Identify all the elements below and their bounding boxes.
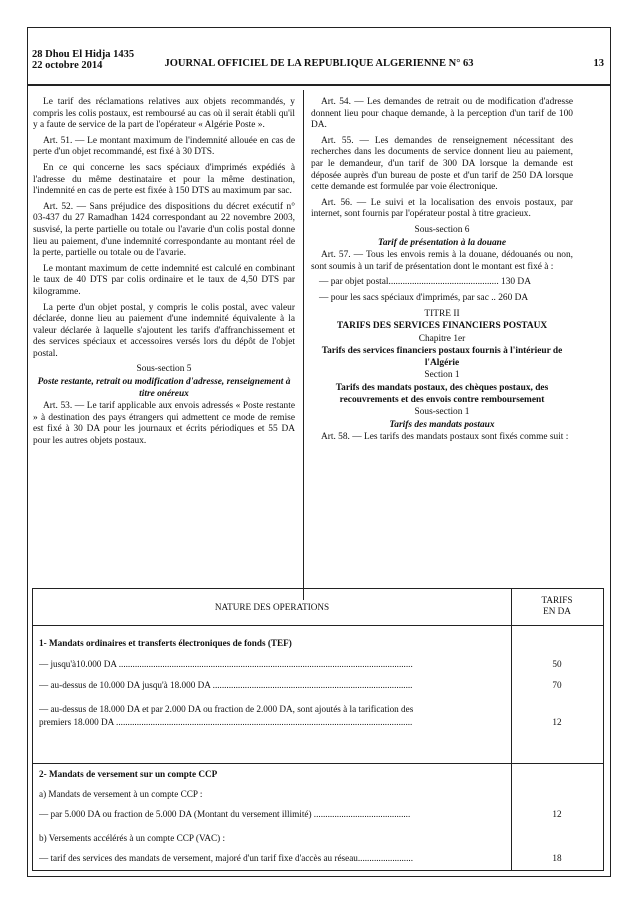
- table-section-2: [33, 763, 603, 870]
- paragraph: En ce qui concerne les sacs spéciaux d'imprimés expédiés à l'adresse du même destinataire et pour la même destination, l'indemnité en cas de perte est fixée à 150 DTS au maximum par sac.: [33, 162, 295, 197]
- section-label: Section 1: [424, 370, 460, 381]
- table-row: a) Mandats de versement à un compte CCP :: [39, 789, 203, 799]
- paragraph: Art. 52. — Sans préjudice des dispositions du décret exécutif n° 03-437 du 27 Ramadhan 1424 correspondant au 22 novembre 2003, susvisé, la perte partielle ou totale ou l'avarie d'un colis postal donne lieu au paiement, d'une indemnité correspondante au montant réel de la perte, partielle ou totale ou de l'avarie.: [33, 201, 295, 259]
- table-value: 50: [552, 659, 562, 669]
- tariff-table: [32, 588, 604, 871]
- date-gregorian: 22 octobre 2014: [32, 60, 103, 71]
- table-row: premiers 18.000 DA .................................................................................................................................: [39, 717, 413, 727]
- subsection-label: Sous-section 6: [414, 224, 470, 235]
- subsection-label: Sous-section 1: [414, 407, 470, 418]
- paragraph: Art. 54. — Les demandes de retrait ou de modification d'adresse donnent lieu pour chaque demande, à la perception d'un tarif de 100 DA.: [311, 97, 573, 131]
- subsection-title: Tarifs des mandats postaux: [389, 419, 495, 430]
- paragraph: Art. 51. — Le montant maximum de l'indemnité allouée en cas de perte d'un objet recommandé, est fixé à 30 DTS.: [33, 135, 295, 158]
- header-operations: NATURE DES OPERATIONS: [214, 602, 330, 612]
- subsection-title: Tarif de présentation à la douane: [377, 237, 507, 248]
- header-tarifs: [511, 595, 603, 617]
- section-title: 2- Mandats de versement sur un compte CCP: [39, 769, 218, 779]
- list-item: — par objet postal............................................... 130 DA: [319, 277, 531, 288]
- right-column: [311, 97, 573, 448]
- chapter-name: Tarifs des services financiers postaux fournis à l'intérieur de l'Algérie: [321, 346, 563, 368]
- journal-title: JOURNAL OFFICIEL DE LA REPUBLIQUE ALGERIENNE N° 63: [164, 58, 474, 69]
- table-value: 18: [552, 853, 562, 863]
- table-value: 12: [552, 809, 562, 819]
- paragraph: Le tarif des réclamations relatives aux objets recommandés, y compris les colis postaux, est remboursé au cas où il serait établi qu'il y a faute de service de la part de l'opérateur « Algérie Poste ».: [33, 97, 295, 131]
- subsection-title: Poste restante, retrait ou modification d'adresse, renseignement à titre onéreux: [37, 377, 291, 399]
- table-header: [33, 589, 603, 626]
- journal-page: [27, 27, 611, 877]
- header-tarifs-line2: EN DA: [543, 606, 571, 616]
- title-name: TARIFS DES SERVICES FINANCIERS POSTAUX: [336, 321, 548, 332]
- paragraph: Art. 55. — Les demandes de renseignement nécessitant des recherches dans les documents de service donnent lieu au paiement, par le demandeur, d'un tarif de 300 DA lorsque la demande est déposée auprès d'un bureau de poste et d'un tarif de 250 DA lorsque cette demande est formulée par voie électronique.: [311, 135, 573, 193]
- paragraph: Art. 53. — Le tarif applicable aux envois adressés « Poste restante » à destination des pays étrangers qui admettent ce mode de remise est fixé à 30 DA pour les journaux et écrits périodiques et 55 DA pour les autres objets postaux.: [33, 401, 295, 447]
- date-hijri: 28 Dhou El Hidja 1435: [32, 49, 135, 60]
- section-name: Tarifs des mandats postaux, des chèques postaux, des recouvrements et des envois contre remboursement: [335, 383, 549, 405]
- table-row: b) Versements accélérés à un compte CCP (VAC) :: [39, 833, 226, 843]
- table-value: 12: [552, 717, 562, 727]
- left-column: [33, 97, 295, 452]
- header-tarifs-line1: TARIFS: [541, 595, 573, 605]
- chapter-label: Chapitre 1er: [418, 333, 466, 344]
- table-row: — tarif des services des mandats de versement, majoré d'un tarif fixe d'accès au réseau........................: [39, 853, 413, 863]
- table-row: — au-dessus de 18.000 DA et par 2.000 DA ou fraction de 2.000 DA, sont ajoutés à la tarification des: [39, 704, 414, 714]
- page-number: 13: [593, 58, 604, 69]
- column-divider: [303, 90, 304, 600]
- subsection-label: Sous-section 5: [136, 364, 192, 375]
- paragraph: Art. 58. — Les tarifs des mandats postaux sont fixés comme suit :: [321, 432, 569, 443]
- table-row: — jusqu'à10.000 DA ................................................................................................................................: [39, 659, 413, 669]
- paragraph: Art. 56. — Le suivi et la localisation des envois postaux, par internet, sont fournis par l'opérateur postal à titre gracieux.: [311, 197, 573, 220]
- paragraph: Art. 57. — Tous les envois remis à la douane, dédouanés ou non, sont soumis à un tarif de présentation dont le montant est fixé à :: [311, 250, 573, 272]
- page-header: [28, 28, 610, 86]
- paragraph: Le montant maximum de cette indemnité est calculé en combinant le taux de 40 DTS par colis ordinaire et le taux de 4,50 DTS par kilogramme.: [33, 263, 295, 297]
- table-section-1: [33, 625, 603, 764]
- title-label: TITRE II: [424, 308, 460, 319]
- table-row: — par 5.000 DA ou fraction de 5.000 DA (Montant du versement illimité) ..........................................: [39, 809, 411, 819]
- section-title: 1- Mandats ordinaires et transferts électroniques de fonds (TEF): [39, 638, 292, 648]
- table-value: 70: [552, 680, 562, 690]
- list-item: — pour les sacs spéciaux d'imprimés, par sac .. 260 DA: [319, 292, 529, 303]
- table-row: — au-dessus de 10.000 DA jusqu'à 18.000 DA .......................................................................................: [39, 680, 413, 690]
- paragraph: La perte d'un objet postal, y compris le colis postal, avec valeur déclarée, donne lieu au paiement d'une indemnité équivalente à la valeur déclarée à laquelle s'ajoutent les tarifs d'affranchissement et des services spéciaux et accessoires versés lors du dépôt de l'objet postal.: [33, 302, 295, 359]
